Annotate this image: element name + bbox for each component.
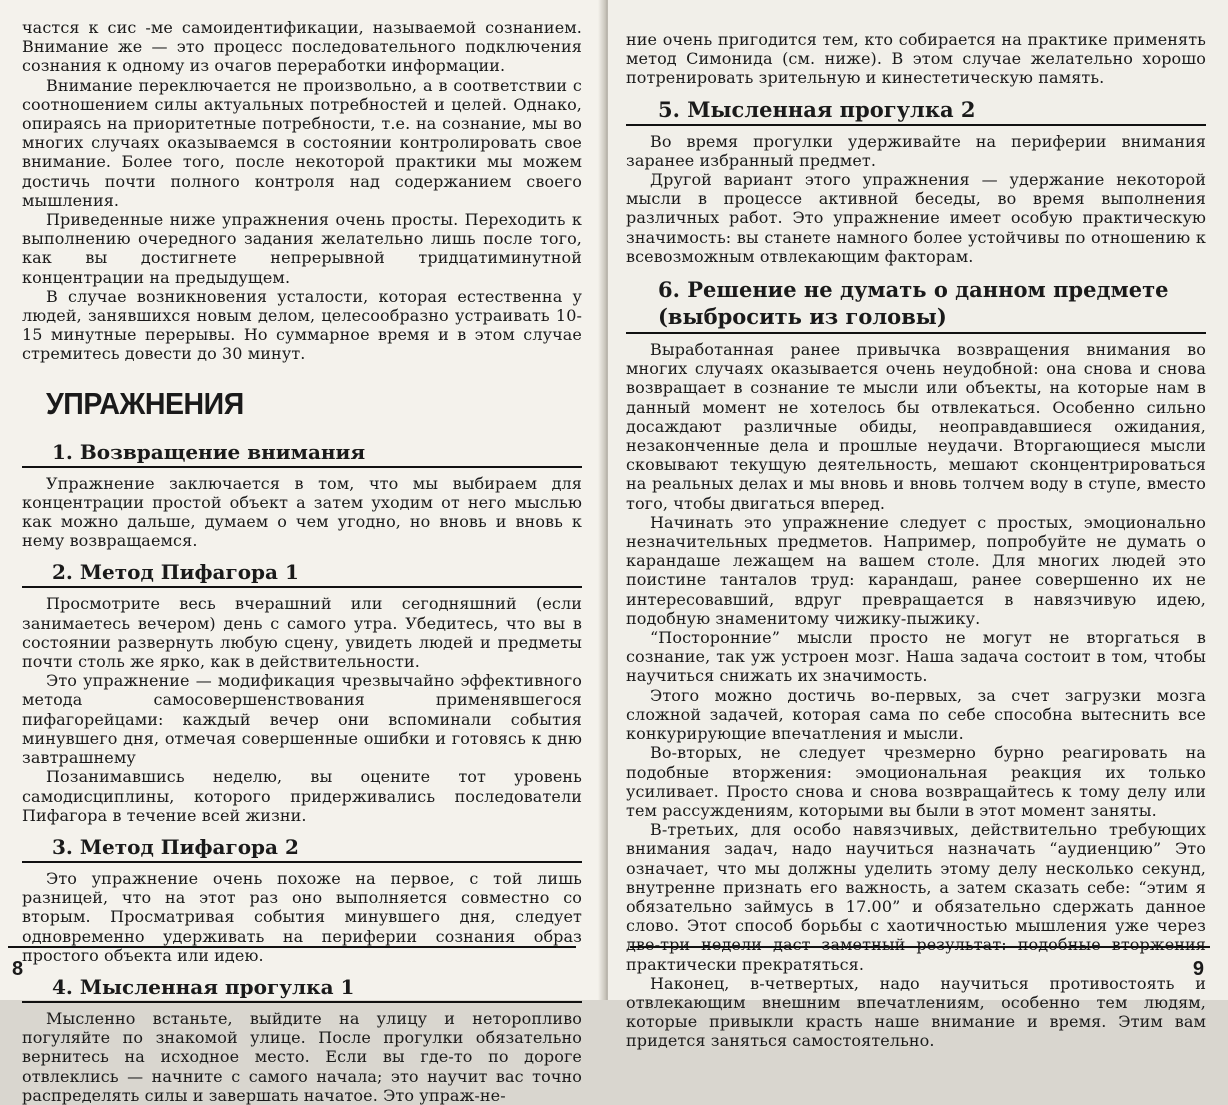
exercise-5-title: 5. Мысленная прогулка 2 — [626, 98, 1206, 126]
intro-paragraph: Внимание переключается не произвольно, а в соответствии с соотношением силы актуальных потребностей и целей. Однако, опираясь на приоритетные потребности, т.е. на сознание, мы во многих случаях оказываемся в состоянии контролировать свое внимание. Более того, после некоторой практики мы можем достичь почти полного контроля над содержанием своего мышления. — [22, 75, 582, 210]
exercise-6-paragraph: Наконец, в-четвертых, надо научиться противостоять и отвлекающим внешним впечатлениям, особенно тем людям, которые привыкли красть наше внимание и время. Этим вам придется заняться самостоятельно. — [626, 973, 1206, 1051]
continued-paragraph: ние очень пригодится тем, кто собирается на практике применять метод Симонида (см. ниже). В этом случае желательно хорошо потренировать зрительную и кинестетическую память. — [626, 30, 1206, 88]
page-number: 8 — [12, 958, 24, 980]
exercise-6-paragraph: В-третьих, для особо навязчивых, действительно требующих внимания задач, надо научиться назначать “аудиенцию” Это означает, что мы должны уделить этому делу несколько секунд, внутренне признать его важность, а затем сказать себе: “этим я обязательно займусь в 17.00” и обязательно сдержать данное слово. Этот способ борьбы с хаотичностью мышления уже через две-три недели даст заметный результат: подобные вторжения практически прекратяться. — [626, 820, 1206, 974]
exercise-3-title: 3. Метод Пифагора 2 — [22, 835, 582, 863]
exercise-1-title: 1. Возвращение внимания — [22, 440, 582, 468]
left-page — [0, 0, 604, 1105]
exercise-6-paragraph: “Посторонние” мысли просто не могут не вторгаться в сознание, так уж устроен мозг. Наша задача состоит в том, чтобы научиться снижать их значимость. — [626, 628, 1206, 686]
exercise-6-paragraph: Начинать это упражнение следует с простых, эмоционально незначительных предметов. Например, попробуйте не думать о карандаше лежащем на вашем столе. Для многих людей это поистине танталов труд: карандаш, ранее совершенно их не интересовавший, вдруг превращается в навязчивую идею, подобную знаменитому чижику-пыжику. — [626, 512, 1206, 628]
intro-paragraph: Приведенные ниже упражнения очень просты. Переходить к выполнению очередного задания желательно лишь после того, как вы достигнете непрерывной тридцатиминутной концентрации на предыдущем. — [22, 210, 582, 287]
exercise-6-title-line1: 6. Решение не думать о данном предмете — [658, 277, 1169, 303]
exercise-3-paragraph: Это упражнение очень похоже на первое, с той лишь разницей, что на этот раз оно выполняется совместно со вторым. Просматривая события минувшего дня, следует одновременно удерживать на периферии сознания образ простого объекта или идею. — [22, 868, 582, 965]
footer-rule — [630, 946, 1210, 948]
exercise-4-paragraph: Мысленно встаньте, выйдите на улицу и неторопливо погуляйте по знакомой улице. После прогулки обязательно вернитесь на исходное место. Если вы где-то по дороге отвлеклись — начните с самого начала; это научит вас точно распределять силы и завершать начатое. Это упраж‑не‑ — [22, 1008, 582, 1105]
footer-rule — [8, 946, 576, 948]
page-number: 9 — [1192, 958, 1204, 980]
section-title: УПРАЖНЕНИЯ — [46, 385, 244, 421]
exercise-6-paragraph: Во-вторых, не следует чрезмерно бурно реагировать на подобные вторжения: эмоциональная реакция их только усиливает. Просто снова и снова возвращайтесь к тому делу или тем рассуждениям, которыми вы были в этот момент заняты. — [626, 743, 1206, 820]
intro-paragraph: В случае возникновения усталости, которая естественна у людей, занявшихся новым делом, целесообразно устраивать 10-15 минутные перерывы. Но суммарное время и в этом случае стремитесь довести до 30 минут. — [22, 286, 582, 364]
exercise-5-paragraph: Во время прогулки удерживайте на периферии внимания заранее избранный предмет. — [626, 131, 1206, 170]
intro-paragraph: частся к сис ‑ме самоидентификации, называемой сознанием. Внимание же — это процесс последовательного подключения сознания к одному из очагов переработки информации. — [22, 18, 582, 76]
exercise-2-paragraph: Это упражнение — модификация чрезвычайно эффективного метода самосовершенствования применявшегося пифагорейцами: каждый вечер они вспоминали события минувшего дня, отмечая совершенные ошибки и готовясь к дню завтрашнему — [22, 671, 582, 768]
right-page — [608, 0, 1228, 1051]
exercise-2-paragraph: Просмотрите весь вчерашний или сегодняшний (если занимаетесь вечером) день с самого утра. Убедитесь, что вы в состоянии развернуть любую сцену, увидеть людей и предметы почти столь же ярко, как в действительности. — [22, 594, 582, 672]
exercise-6-paragraph: Этого можно достичь во-первых, за счет загрузки мозга сложной задачей, которая сама по себе способна вытеснить все конкурирующие впечатления и мысли. — [626, 685, 1206, 744]
exercise-1-paragraph: Упражнение заключается в том, что мы выбираем для концентрации простой объект а затем уходим от него мыслью как можно дальше, думаем о чем угодно, но вновь и вновь к нему возвращаемся. — [22, 473, 582, 551]
exercise-6-title — [626, 276, 1206, 334]
exercise-4-title: 4. Мысленная прогулка 1 — [22, 975, 582, 1003]
exercise-6-title-line2: (выбросить из головы) — [658, 304, 947, 330]
exercise-2-paragraph: Позанимавшись неделю, вы оцените тот уровень самодисциплины, которого придерживались последователи Пифагора в течение всей жизни. — [22, 767, 582, 825]
exercise-5-paragraph: Другой вариант этого упражнения — удержание некоторой мысли в процессе активной беседы, во время выполнения различных работ. Это упражнение имеет особую практическую значимость: вы станете намного более устойчивы по отношению к всевозможным отвлекающим факторам. — [626, 170, 1206, 266]
exercise-6-paragraph: Выработанная ранее привычка возвращения внимания во многих случаях оказывается очень неудобной: она снова и снова возвращает в сознание те мысли или объекты, на которые нам в данный момент не хотелось бы отвлекаться. Особенно сильно досаждают различные обиды, неоправдавшиеся ожидания, незаконченные дела и прошлые неудачи. Вторгающиеся мысли сковывают текущую деятельность, мешают сконцентрироваться на реальных делах и мы вновь и вновь толчем воду в ступе, вместо того, чтобы двигаться вперед. — [626, 340, 1206, 513]
exercise-2-title: 2. Метод Пифагора 1 — [22, 560, 582, 588]
